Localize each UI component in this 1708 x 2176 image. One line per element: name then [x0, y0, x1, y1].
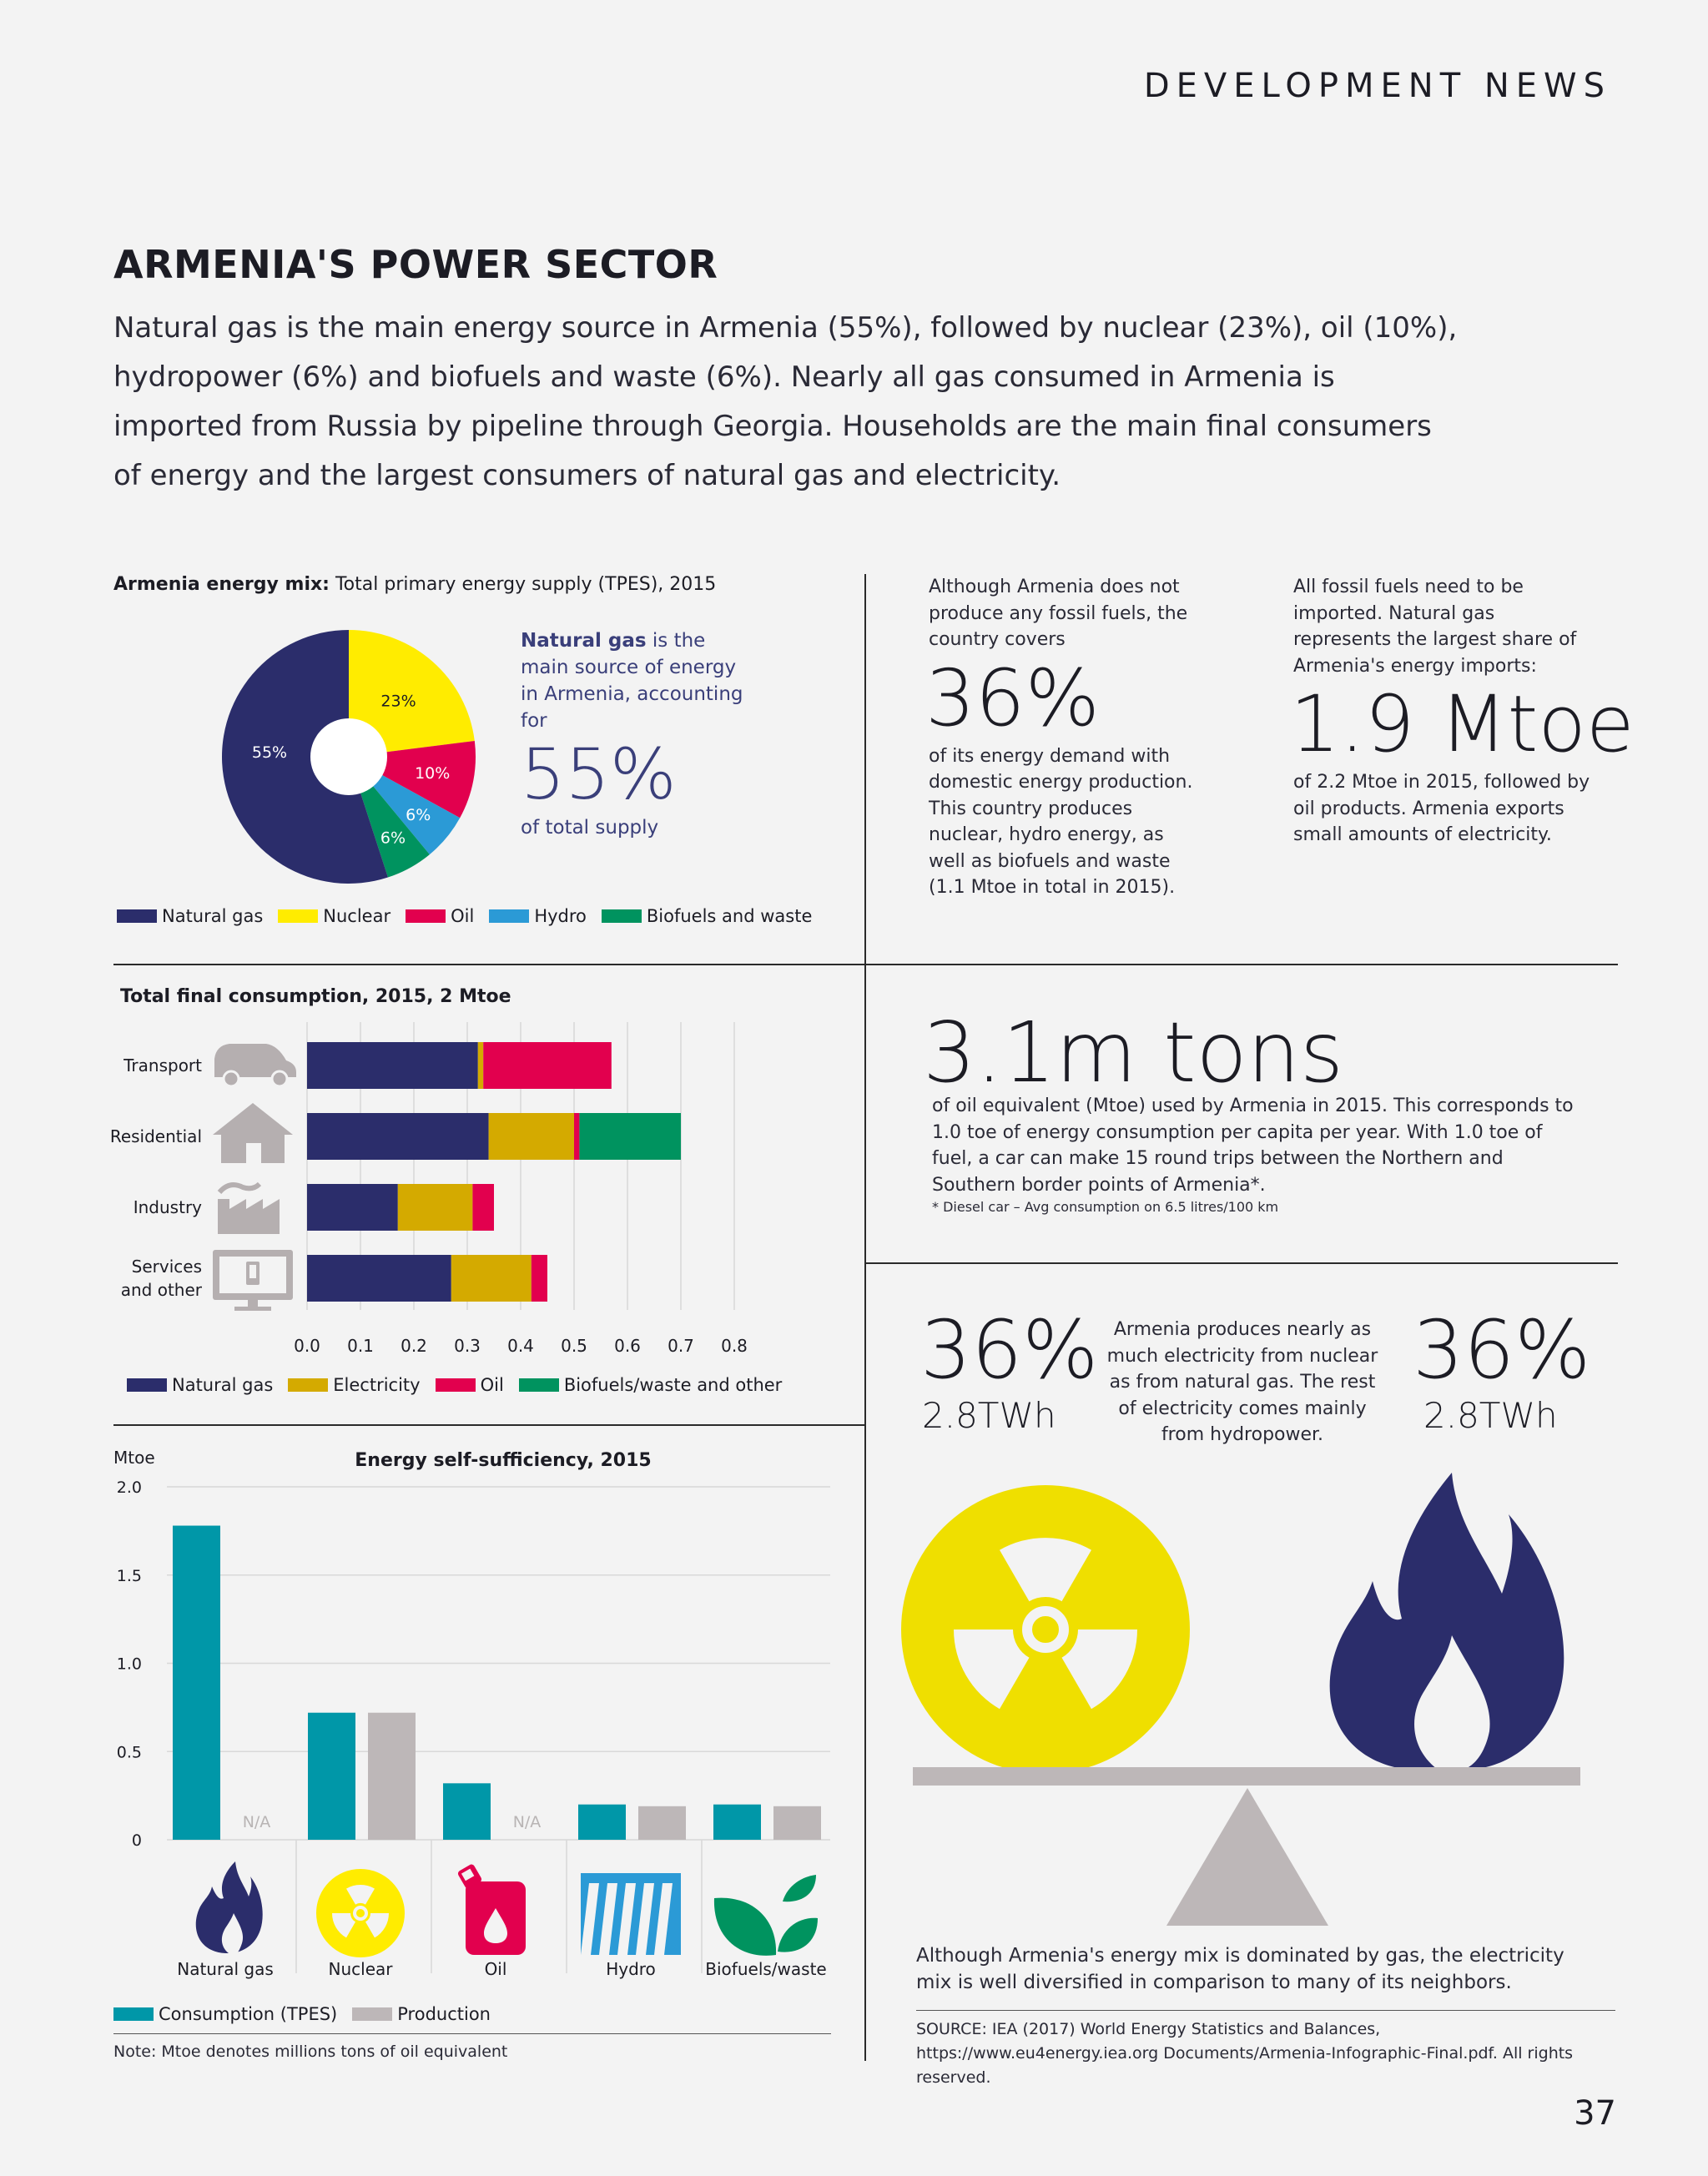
x-tick-label: 0.1 [347, 1336, 374, 1356]
source-text: SOURCE: IEA (2017) World Energy Statistics and Balances, https://www.eu4energy.iea.org Documents/Armenia-Infographic-Final.pdf. All rights reserved. [916, 2020, 1574, 2087]
radiation-icon [316, 1869, 405, 1957]
page-number: 37 [1574, 2094, 1616, 2133]
consumption-chart-title: Total final consumption, 2015, 2 Mtoe [120, 986, 511, 1007]
pie-label: 55% [251, 743, 288, 762]
legend-item-production [352, 2004, 491, 2024]
y-axis-label: Mtoe [113, 1448, 155, 1468]
intro-paragraph: Natural gas is the main energy source in Armenia (55%), followed by nuclear (23%), oil (10%), hydropower (6%) and biofuels and waste (6%). Nearly all gas consumed in Armenia is imported from Russia by pipeline through Georgia. Households are the main final consumers of energy and the largest consumers of natural gas and electricity. [113, 311, 1458, 492]
legend-label: Consumption (TPES) [159, 2004, 338, 2024]
legend-label: Hydro [534, 906, 587, 926]
consumption-bar-segment [478, 1042, 483, 1089]
legend-swatch [519, 1378, 559, 1392]
balance-beam [913, 1767, 1580, 1786]
x-tick-label: 0.4 [507, 1336, 534, 1356]
legend-label: Biofuels/waste and other [563, 1375, 783, 1395]
legend-item-nuclear [278, 906, 390, 926]
stat2-block [1290, 574, 1635, 849]
x-tick-label: 0.7 [668, 1336, 694, 1356]
consumption-bar-segment [489, 1113, 574, 1160]
legend-swatch [278, 909, 318, 923]
divider-right-top [864, 964, 1618, 965]
radiation-icon [901, 1485, 1190, 1774]
flame-icon [196, 1861, 263, 1953]
divider-left-top [113, 964, 864, 965]
pie-heading-bold: Armenia energy mix: [113, 574, 330, 595]
self-sufficiency-bar [308, 1713, 355, 1840]
x-tick-label: 0.6 [614, 1336, 641, 1356]
self-sufficiency-bar [368, 1713, 416, 1840]
balance-fulcrum [1166, 1788, 1328, 1926]
self-sufficiency-bar [578, 1805, 626, 1840]
legend-label: Natural gas [162, 906, 264, 926]
source-divider [916, 2010, 1615, 2011]
divider-left-middle [113, 1424, 864, 1426]
y-tick-label: 0 [131, 1831, 142, 1850]
leaves-icon [714, 1875, 818, 1956]
stat3-big: 3.1m tons [923, 1004, 1344, 1101]
page-title: ARMENIA'S POWER SECTOR [113, 242, 718, 287]
y-tick-label: 2.0 [116, 1478, 142, 1497]
consumption-legend [127, 1375, 797, 1395]
note-divider [113, 2033, 831, 2034]
self-sufficiency-title: Energy self-sufficiency, 2015 [355, 1450, 652, 1471]
balance-caption: Although Armenia's energy mix is dominated by gas, the electricity mix is well diversified in comparison to many of its neighbors. [916, 1945, 1564, 1993]
legend-item-electricity [288, 1375, 420, 1395]
car-icon [214, 1044, 296, 1086]
self-sufficiency-chart [100, 1439, 834, 1998]
legend-label: Biofuels and waste [646, 906, 813, 926]
y-tick-label: 1.0 [116, 1655, 142, 1674]
x-tick-label: 0.0 [294, 1336, 320, 1356]
missing-value-label: N/A [242, 1813, 271, 1831]
pie-label: 23% [380, 692, 416, 711]
pie-label: 6% [406, 805, 431, 824]
legend-item-consumption-tpes- [113, 2004, 337, 2024]
legend-swatch [127, 1378, 167, 1392]
pie-heading-rest: Total primary energy supply (TPES), 2015 [329, 574, 717, 595]
category-label: Oil [484, 1959, 507, 1979]
pie-center-hole [310, 718, 387, 795]
consumption-bar-segment [472, 1184, 494, 1231]
category-label: Natural gas [177, 1959, 274, 1979]
legend-swatch [436, 1378, 476, 1392]
legend-label: Electricity [333, 1375, 421, 1395]
balance-middle-text: Armenia produces nearly as much electricity from nuclear as from natural gas. The rest of electricity comes mainly from hydropower. [1106, 1319, 1378, 1445]
pie-callout-bold: Natural gas [521, 630, 647, 652]
pie-label: 6% [380, 829, 406, 848]
consumption-bar-segment [483, 1042, 612, 1089]
consumption-bar-segment [574, 1113, 579, 1160]
category-label: and other [120, 1280, 202, 1300]
balance-right-pct: 36% [1413, 1303, 1591, 1397]
legend-label: Production [397, 2004, 491, 2024]
legend-label: Natural gas [172, 1375, 274, 1395]
x-tick-label: 0.3 [454, 1336, 481, 1356]
y-tick-label: 0.5 [116, 1743, 142, 1762]
legend-label: Oil [451, 906, 475, 926]
legend-swatch [113, 2007, 154, 2021]
pie-callout-post: of total supply [521, 817, 659, 839]
divider-right-middle [864, 1262, 1618, 1264]
stat3-text: of oil equivalent (Mtoe) used by Armenia in 2015. This corresponds to 1.0 toe of energy consumption per capita per year. With 1.0 toe of fuel, a car can make 15 round trips between the Northern and Southern border points of Armenia*. [932, 1096, 1574, 1196]
consumption-bar-segment [307, 1184, 398, 1231]
balance-right-twh: 2.8TWh [1423, 1395, 1558, 1436]
pie-callout-big: 55% [521, 733, 677, 815]
legend-swatch [602, 909, 642, 923]
stat3-note: * Diesel car – Avg consumption on 6.5 litres/100 km [932, 1199, 1279, 1215]
pie-label: 10% [415, 764, 451, 783]
energy-mix-pie-chart [214, 622, 489, 897]
stat2-big: 1.9 Mtoe [1290, 679, 1635, 770]
category-label: Residential [109, 1126, 202, 1146]
pie-heading [113, 574, 716, 595]
self-sufficiency-bar [443, 1783, 491, 1840]
pie-callout [521, 627, 746, 841]
category-label: Transport [123, 1055, 202, 1075]
x-tick-label: 0.5 [561, 1336, 587, 1356]
legend-item-biofuels-and-waste [602, 906, 813, 926]
x-tick-label: 0.8 [721, 1336, 748, 1356]
legend-item-natural-gas [127, 1375, 273, 1395]
flame-icon [1330, 1473, 1564, 1769]
consumption-bar-segment [307, 1042, 478, 1089]
self-sufficiency-bar [773, 1806, 821, 1840]
legend-swatch [352, 2007, 392, 2021]
self-sufficiency-bar [173, 1526, 220, 1840]
house-icon [213, 1103, 293, 1163]
legend-swatch [288, 1378, 328, 1392]
self-sufficiency-bar [638, 1806, 686, 1840]
consumption-bar-segment [307, 1113, 489, 1160]
legend-item-biofuels-waste-and-other [519, 1375, 783, 1395]
consumption-bar-segment [532, 1255, 547, 1302]
legend-swatch [406, 909, 446, 923]
legend-label: Nuclear [323, 906, 391, 926]
consumption-bar-segment [451, 1255, 532, 1302]
pie-callout-text: is the main source of energy in Armenia, accounting for [521, 630, 743, 732]
stat1-post: of its energy demand with domestic energy production. This country produces nuclear, hydro energy, as well as biofuels and waste (1.1 Mtoe in total in 2015). [929, 745, 1193, 898]
legend-item-oil [436, 1375, 504, 1395]
consumption-bar-segment [398, 1184, 473, 1231]
legend-item-oil [406, 906, 474, 926]
section-header: DEVELOPMENT NEWS [1143, 67, 1611, 105]
category-label: Hydro [606, 1959, 656, 1979]
balance-illustration [901, 1448, 1585, 1932]
category-label: Services [131, 1257, 202, 1277]
final-consumption-chart [100, 1022, 768, 1373]
vertical-divider [864, 574, 866, 2061]
fuel-can-icon [456, 1863, 526, 1955]
stat2-pre: All fossil fuels need to be imported. Natural gas represents the largest share of Armenia's energy imports: [1293, 577, 1577, 677]
self-sufficiency-note: Note: Mtoe denotes millions tons of oil equivalent [113, 2043, 508, 2061]
consumption-bar-segment [307, 1255, 451, 1302]
factory-icon [218, 1184, 280, 1234]
balance-left-pct: 36% [920, 1303, 1099, 1397]
legend-swatch [489, 909, 529, 923]
self-sufficiency-bar [713, 1805, 761, 1840]
dam-icon [581, 1873, 681, 1955]
category-label: Industry [133, 1197, 202, 1217]
consumption-bar-segment [579, 1113, 681, 1160]
pie-legend [117, 906, 827, 926]
category-label: Nuclear [328, 1959, 393, 1979]
x-tick-label: 0.2 [401, 1336, 427, 1356]
y-tick-label: 1.5 [116, 1566, 142, 1585]
stat1-pre: Although Armenia does not produce any fossil fuels, the country covers [929, 577, 1188, 650]
missing-value-label: N/A [512, 1813, 542, 1831]
legend-item-hydro [489, 906, 587, 926]
stat2-post: of 2.2 Mtoe in 2015, followed by oil products. Armenia exports small amounts of electricity. [1293, 772, 1590, 845]
stat1-big: 36% [925, 652, 1100, 744]
self-sufficiency-legend [113, 2004, 506, 2024]
legend-item-natural-gas [117, 906, 263, 926]
legend-swatch [117, 909, 157, 923]
stat1-block [925, 574, 1196, 901]
legend-label: Oil [480, 1375, 504, 1395]
monitor-icon [213, 1250, 293, 1311]
category-label: Biofuels/waste [705, 1959, 827, 1979]
balance-left-twh: 2.8TWh [922, 1395, 1056, 1436]
